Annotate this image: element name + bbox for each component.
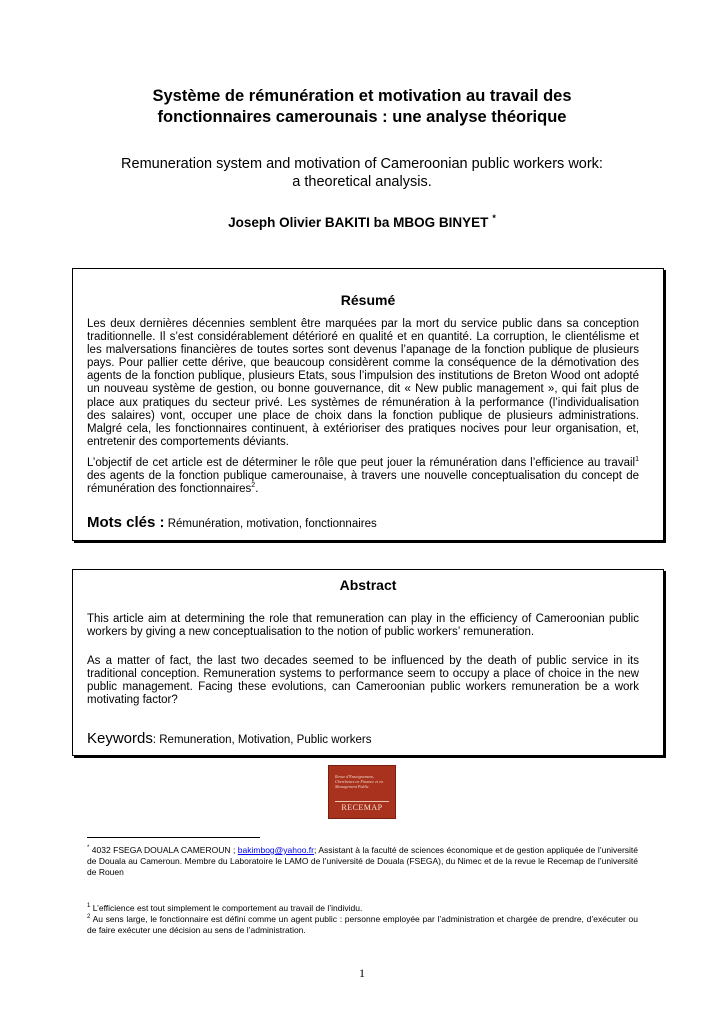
paper-title	[0, 86, 724, 128]
footnote-1	[87, 903, 638, 914]
abstract-paragraph-2: As a matter of fact, the last two decades seemed to be influenced by the death of public service in its traditional conception. Remuneration systems to performance seem to occupy a place of choice in the new public management. Facing these evolutions, can Cameroonian public workers remuneration be a work motivating factor?	[87, 655, 639, 707]
footnote-ref-1: 1	[635, 456, 639, 464]
subtitle-line-1: Remuneration system and motivation of Cameroonian public workers work:	[121, 156, 603, 172]
resume-paragraph-1	[87, 318, 639, 449]
abstract-heading: Abstract	[339, 577, 397, 593]
footnote-1-marker: 1	[87, 903, 91, 910]
footnote-author	[87, 845, 638, 879]
footnote-author-marker: *	[87, 845, 90, 852]
title-line-2: fonctionnaires camerounais : une analyse théorique	[157, 108, 567, 126]
author-email-link[interactable]: bakimbog@yahoo.fr	[237, 845, 314, 855]
footnote-ref-2: 2	[251, 482, 256, 490]
footnote-2-text: Au sens large, le fonctionnaire est défini comme un agent public : personne employée par l’administration et chargée de prendre, d’exécuter ou de faire exécuter une décision au sens de l’administration.	[87, 914, 638, 936]
resume-p2-text-b: des agents de la fonction publique camerounaise, à travers une nouvelle conceptualisation du concept de rémunération des fonctionnaires	[87, 470, 639, 496]
resume-p2-text-c: .	[255, 483, 259, 496]
resume-paragraph-2	[87, 457, 639, 496]
footnote-1-text: L’efficience est tout simplement le comportement au travail de l’individu.	[90, 903, 363, 913]
author-line	[0, 213, 724, 230]
resume-keywords-text: Rémunération, motivation, fonctionnaires	[164, 518, 377, 530]
logo-caption: Revue d'Enseignement, Chercheurs en Finance et en Management Public	[335, 774, 384, 789]
resume-heading: Résumé	[340, 292, 396, 308]
author-name: Joseph Olivier BAKITI ba MBOG BINYET	[228, 215, 489, 230]
logo-rule	[335, 801, 389, 802]
abstract-keywords-label: Keywords	[87, 730, 153, 747]
footnote-separator	[87, 837, 260, 838]
resume-box	[72, 268, 664, 541]
abstract-keywords	[87, 730, 371, 747]
resume-keywords	[87, 514, 377, 531]
resume-keywords-label: Mots clés :	[87, 514, 165, 531]
abstract-paragraph-1: This article aim at determining the role that remuneration can play in the efficiency of Cameroonian public workers by giving a new conceptualisation to the notion of public workers’ remuneration.	[87, 613, 639, 639]
resume-p2-text-a: L’objectif de cet article est de déterminer le rôle que peut jouer la rémunération dans l’efficience au travail	[87, 457, 636, 469]
resume-paragraph-1-text: Les deux dernières décennies semblent être marquées par la mort du service public dans sa conception traditionnelle. Il s’est considérablement détérioré en qualité et en quantité. La corruption, le clientélisme et les malversations financières de toutes sortes sont devenus l’apanage de la fonction publique de plusieurs pays. Pour pallier cette dérive, que beaucoup considèrent comme la conséquence de la démotivation des agents de la fonction publique, plusieurs Etats, sous l’impulsion des institutions de Breton Wood ont adopté un nouveau système de gestion, ou bonne gouvernance, dit « New public management », qui fait plus de place aux pratiques du secteur privé. Les systèmes de rémunération à la performance (l’individualisation des salaires) vont, occuper une place de choix dans la fonction publique de plusieurs administrations. Malgré cela, les fonctionnaires continuent, à extérioriser des pratiques nocives pour leur organisation, et, entretenir des comportements déviants.	[87, 318, 639, 448]
title-line-1: Système de rémunération et motivation au travail des	[152, 87, 572, 105]
author-footnote-marker: *	[492, 213, 496, 223]
footnote-2	[87, 914, 638, 936]
logo-wordmark: RECEMAP	[341, 803, 383, 812]
abstract-box	[72, 569, 664, 756]
page-number: 1	[359, 966, 365, 980]
subtitle-line-2: a theoretical analysis.	[292, 174, 432, 190]
recemap-logo	[328, 765, 396, 819]
footnote-2-marker: 2	[87, 914, 91, 921]
footnote-author-text-b: ; Assistant à la faculté de sciences économique et de gestion appliquée de l’université de Douala au Cameroun. Membre du Laboratoire le LAMO de l’université de Douala (FSEGA), du Nimec et de la revue le Recemap de l’université de Rouen	[87, 845, 639, 878]
paper-subtitle	[0, 155, 724, 191]
footnote-author-text-a: 4032 FSEGA DOUALA CAMEROUN ;	[89, 845, 238, 855]
abstract-keywords-text: : Remuneration, Motivation, Public workers	[152, 734, 372, 746]
